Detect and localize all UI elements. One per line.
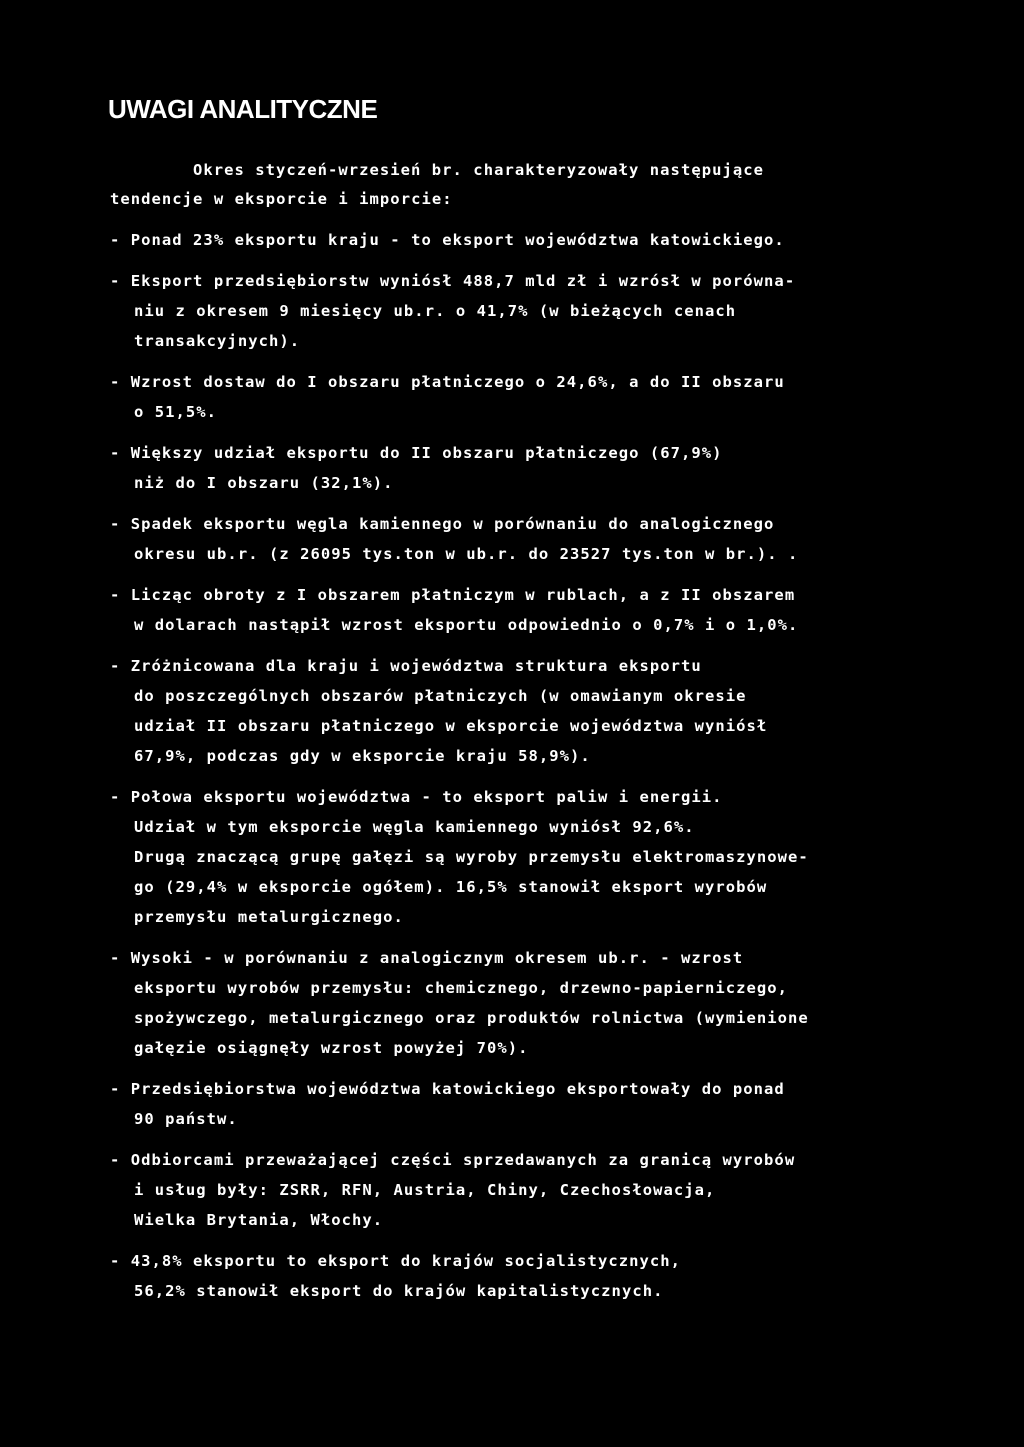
list-item-line: - Przedsiębiorstwa województwa katowickiego eksportowały do ponad xyxy=(110,1080,785,1098)
list-item-line: - Licząc obroty z I obszarem płatniczym w rublach, a z II obszarem xyxy=(110,586,796,604)
list-item-line: gałęzie osiągnęły wzrost powyżej 70%). xyxy=(134,1039,529,1057)
list-item-line: okresu ub.r. (z 26095 tys.ton w ub.r. do 23527 tys.ton w br.). . xyxy=(134,545,799,563)
list-item-line: eksportu wyrobów przemysłu: chemicznego, drzewno-papierniczego, xyxy=(134,979,789,997)
list-item-line: go (29,4% w eksporcie ogółem). 16,5% stanowił eksport wyrobów xyxy=(134,878,768,896)
list-item-line: - Wysoki - w porównaniu z analogicznym okresem ub.r. - wzrost xyxy=(110,949,744,967)
list-item-line: 67,9%, podczas gdy w eksporcie kraju 58,9%). xyxy=(134,747,591,765)
list-item-line: Drugą znaczącą grupę gałęzi są wyroby przemysłu elektromaszynowe- xyxy=(134,848,809,866)
list-item-line: Udział w tym eksporcie węgla kamiennego wyniósł 92,6%. xyxy=(134,818,695,836)
list-item-line: o 51,5%. xyxy=(134,403,218,421)
list-item-line: - Zróżnicowana dla kraju i województwa struktura eksportu xyxy=(110,657,702,675)
list-item-line: Wielka Brytania, Włochy. xyxy=(134,1211,384,1229)
list-item-line: w dolarach nastąpił wzrost eksportu odpowiednio o 0,7% i o 1,0%. xyxy=(134,616,799,634)
list-item-line: - Wzrost dostaw do I obszaru płatniczego o 24,6%, a do II obszaru xyxy=(110,373,785,391)
document-title: UWAGI ANALITYCZNE xyxy=(108,94,378,124)
list-item-line: niu z okresem 9 miesięcy ub.r. o 41,7% (w bieżących cenach xyxy=(134,302,737,320)
list-item-line: - Odbiorcami przeważającej części sprzedawanych za granicą wyrobów xyxy=(110,1151,796,1169)
list-item-line: niż do I obszaru (32,1%). xyxy=(134,474,394,492)
list-item-line: spożywczego, metalurgicznego oraz produktów rolnictwa (wymienione xyxy=(134,1009,809,1027)
list-item-line: udział II obszaru płatniczego w eksporcie województwa wyniósł xyxy=(134,717,768,735)
list-item-line: transakcyjnych). xyxy=(134,332,301,350)
intro-line-1: Okres styczeń-wrzesień br. charakteryzowały następujące xyxy=(193,161,764,179)
list-item-line: - 43,8% eksportu to eksport do krajów socjalistycznych, xyxy=(110,1252,681,1270)
list-item-line: - Połowa eksportu województwa - to eksport paliw i energii. xyxy=(110,788,723,806)
list-item-line: - Ponad 23% eksportu kraju - to eksport województwa katowickiego. xyxy=(110,231,785,249)
list-item-line: 56,2% stanowił eksport do krajów kapitalistycznych. xyxy=(134,1282,664,1300)
list-item-line: - Eksport przedsiębiorstw wyniósł 488,7 mld zł i wzrósł w porówna- xyxy=(110,272,796,290)
intro-line-2: tendencje w eksporcie i imporcie: xyxy=(110,190,453,208)
list-item-line: do poszczególnych obszarów płatniczych (w omawianym okresie xyxy=(134,687,747,705)
list-item-line: i usług były: ZSRR, RFN, Austria, Chiny, Czechosłowacja, xyxy=(134,1181,716,1199)
list-item-line: - Spadek eksportu węgla kamiennego w porównaniu do analogicznego xyxy=(110,515,775,533)
list-item-line: 90 państw. xyxy=(134,1110,238,1128)
list-item-line: - Większy udział eksportu do II obszaru płatniczego (67,9%) xyxy=(110,444,723,462)
list-item-line: przemysłu metalurgicznego. xyxy=(134,908,404,926)
